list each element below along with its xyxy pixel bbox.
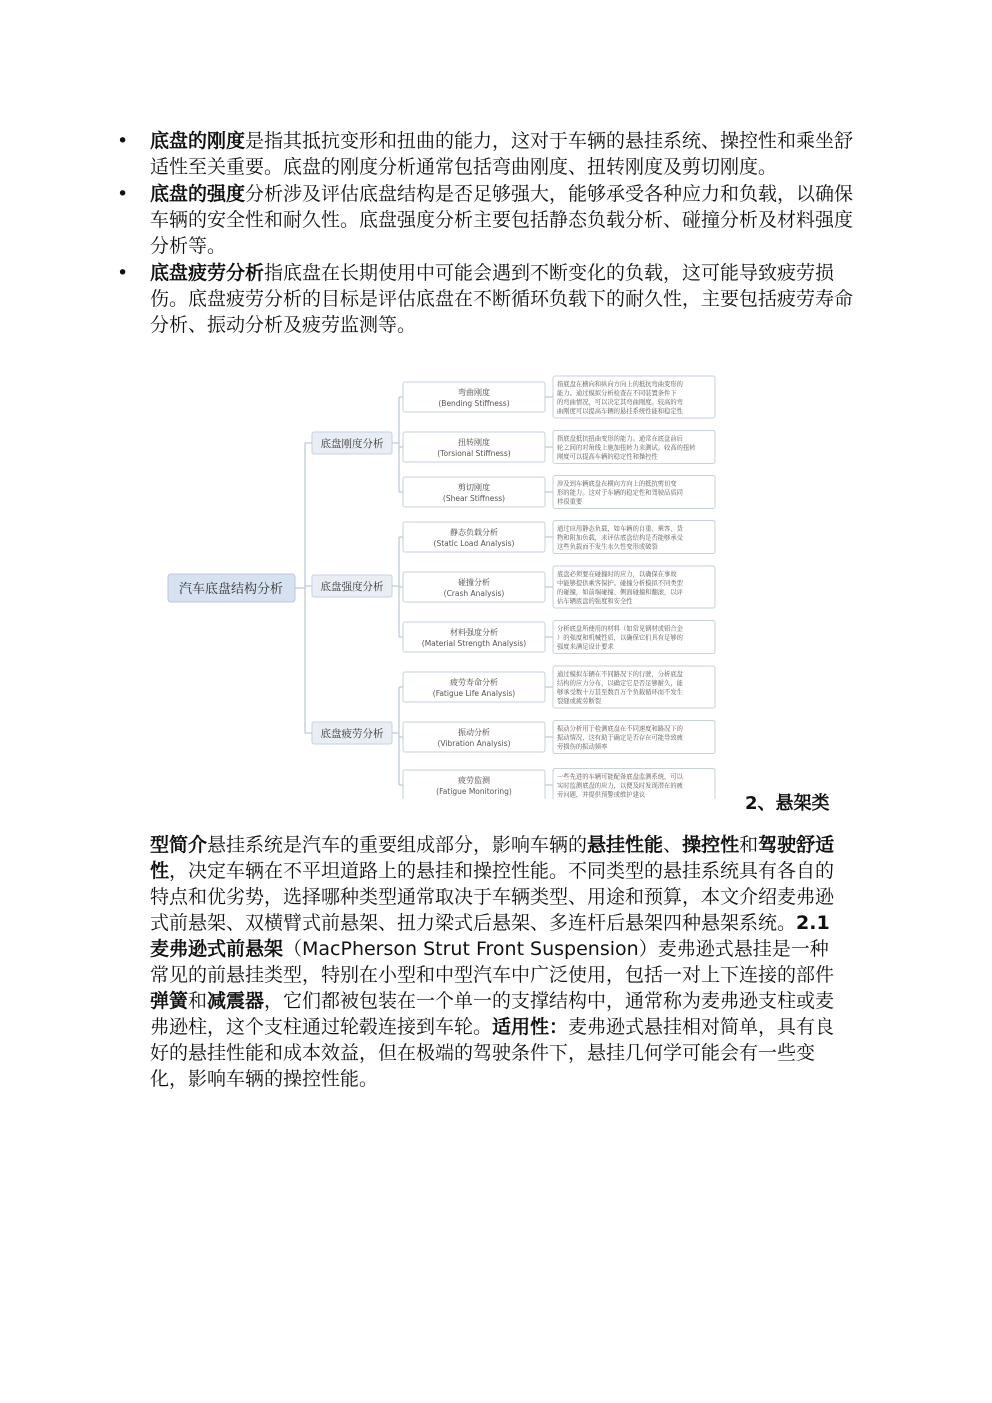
bold-run: 悬挂性能 [587,834,664,856]
item-label-cn: 碰撞分析 [458,578,490,587]
desc-line: 样很重要 [557,498,583,506]
bullet-text: 分析涉及评估底盘结构是否足够强大，能够承受各种应力和负载，以确保车辆的安全性和耐久性。底盘强度分析主要包括静态负载分析、碰撞分析及材料强度分析等。 [150,183,854,257]
desc-line: 涉及到车辆底盘在横向方向上的抵抗剪切变 [557,480,677,488]
desc-line: 形的能力。这对于车辆的稳定性和驾驶品质同 [557,489,683,497]
item-label-cn: 弯曲刚度 [458,388,490,397]
desc-line: 曲刚度可以提高车辆的悬挂系统性能和稳定性 [557,408,683,415]
desc-line: 通过应用静态负载，如车辆的自重、乘客、货 [557,525,683,533]
item-label-en: (Fatigue Life Analysis) [432,689,516,698]
bullet-dot: • [117,130,129,152]
item-label-cn: 振动分析 [458,728,490,737]
desc-line: 裂缝或疲劳断裂 [557,698,602,705]
item-label-cn: 扭转刚度 [458,438,490,447]
item-label-en: (Static Load Analysis) [433,539,515,548]
desc-line: 振动情况，这有助于确定是否存在可能导致疲 [557,734,683,742]
bullet-text: 是指其抵抗变形和扭曲的能力，这对于车辆的悬挂系统、操控性和乘坐舒适性至关重要。底盘的刚度分析通常包括弯曲刚度、扭转刚度及剪切刚度。 [150,130,854,178]
bullet-list [117,128,857,339]
text-run: ，它们都被包装在一个单一的支撑结构中，通常称为麦弗逊支柱或麦弗逊柱，这个支柱通过轮毂连接到车轮。 [150,990,835,1038]
bullet-text: 指底盘在长期使用中可能会遇到不断变化的负载，这可能导致疲劳损伤。底盘疲劳分析的目标是评估底盘在不断循环负载下的耐久性，主要包括疲劳寿命分析、振动分析及疲劳监测等。 [150,262,854,336]
desc-line: ）的强度和机械性质，以确保它们具有足够的 [557,634,683,642]
item-label-en: (Shear Stiffness) [442,494,506,503]
bullet-term: 底盘的刚度 [150,130,246,152]
item-label-en: (Crash Analysis) [443,589,505,598]
bold-run: 弹簧 [150,990,189,1012]
text-run: 麦弗逊式悬挂相对简单，具有良好的悬挂性能和成本效益，但在极端的驾驶条件下，悬挂几何学可能会有一些变化，影响车辆的操控性能。 [150,1016,835,1090]
text-run: （MacPherson Strut Front Suspension）麦弗逊式悬挂是一种常见的前悬挂类型，特别在小型和中型汽车中广泛使用，包括一对上下连接的部件 [150,938,835,986]
text-run: 悬挂系统是汽车的重要组成部分，影响车辆的 [207,834,588,856]
desc-line: 实时监测底盘的应力，以便及时发现潜在的疲 [557,782,683,790]
desc-line: 这些负载而不发生永久性变形或破裂 [557,543,658,551]
bold-run: 适用性： [492,1016,569,1038]
desc-line: 物和附加负载，来评估底盘结构是否能够承受 [557,534,683,542]
mindmap-diagram [165,367,728,799]
bullet-dot: • [117,262,129,284]
group-label: 底盘疲劳分析 [320,728,384,740]
item-label-cn: 材料强度分析 [450,628,498,637]
desc-line: 的弯曲情况，可以决定其弯曲刚度。较高的弯 [557,399,683,406]
desc-line: 能力。通过模拟分析检查在不同装置条件下 [557,390,677,397]
item-label-en: (Fatigue Monitoring) [436,787,512,796]
item-label-en: (Vibration Analysis) [437,739,511,748]
desc-line: 刚度可以提高车辆的稳定性和操控性 [557,453,658,461]
desc-line: 中能够提供乘客保护。碰撞分析模拟不同类型 [557,580,683,587]
group-label: 底盘刚度分析 [320,438,384,450]
section-label: 2、悬架类 [745,793,830,814]
desc-line: 分析底盘所使用的材料（如常见钢材或铝合金 [557,625,683,633]
text-run: ，决定车辆在不平坦道路上的悬挂和操控性能。不同类型的悬挂系统具有各自的特点和优劣势，选择哪种类型通常取决于车辆类型、用途和预算，本文介绍麦弗逊式前悬架、双横臂式前悬架、扭力梁式后悬架、多连杆后悬架四种悬架系统。 [150,860,835,934]
desc-line: 指底盘在横向和纵向方向上的抵抗弯曲变形的 [557,381,683,388]
desc-line: 通过模拟车辆在不同路况下的行驶，分析底盘 [557,671,683,678]
item-label-cn: 疲劳寿命分析 [450,678,498,687]
text-run: 、 [663,834,683,856]
item-label-cn: 疲劳监测 [458,776,490,785]
item-label-cn: 剪切刚度 [458,483,490,492]
root-label: 汽车底盘结构分析 [178,582,284,597]
desc-line: 估车辆底盘的强度和安全性 [557,598,633,605]
desc-line: 劳问题，并提供预警或维护建议 [557,791,646,799]
mindmap-svg [165,367,728,799]
desc-line: 指底盘抵抗扭曲变形的能力。通常在底盘前后 [557,435,683,443]
desc-line: 够承受数十万甚至数百万个负载循环而不发生 [557,689,683,696]
item-label-en: (Material Strength Analysis) [421,639,527,648]
desc-line: 振动分析用于检测底盘在不同速度和路况下的 [557,725,683,733]
group-label: 底盘强度分析 [320,581,384,593]
desc-line: 一些先进的车辆可能配备底盘监测系统，可以 [557,773,683,781]
item-label-en: (Bending Stiffness) [438,399,510,408]
desc-line: 轮之间的对角线上施加扭转力来测试。较高的扭转 [557,444,696,452]
bold-run: 2.1 麦弗逊式前悬架 [150,912,830,960]
body-paragraph [150,832,840,1092]
bold-run: 操控性 [682,834,740,856]
desc-line: 底盘必须要在碰撞时的应力，以确保在事故 [557,571,677,578]
bold-run: 型简介 [150,834,208,856]
text-run: 和 [739,834,759,856]
item-label-cn: 静态负载分析 [450,528,498,537]
bullet-term: 底盘的强度 [150,183,246,205]
desc-line: 的碰撞，如前端碰撞、侧面碰撞和翻滚，以评 [557,589,683,596]
bold-run: 驾驶舒适性 [150,834,835,882]
text-run: 和 [188,990,208,1012]
desc-line: 结构的应力分布，以确定它是否足够耐久，能 [557,680,683,687]
desc-line: 劳损伤的振动频率 [557,743,608,751]
bullet-dot: • [117,183,129,205]
desc-line: 强度来满足设计要求 [557,643,614,651]
bullet-item [117,260,857,338]
bullet-item [117,128,857,180]
bullet-item [117,181,857,259]
bold-run: 减震器 [207,990,265,1012]
item-label-en: (Torsional Stiffness) [437,449,511,458]
bullet-term: 底盘疲劳分析 [150,262,265,284]
